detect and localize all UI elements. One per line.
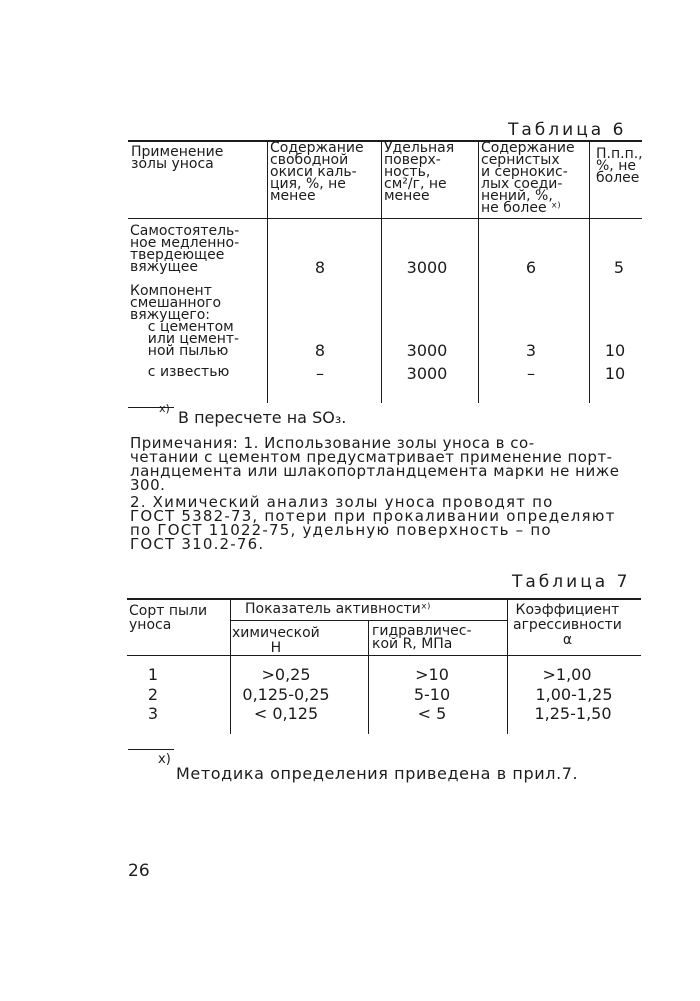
table6-header-loss-on-ignition: П.п.п., %, не более bbox=[596, 146, 643, 186]
table6-cell: – bbox=[316, 364, 324, 383]
table7-footnote: Методика определения приведена в прил.7. bbox=[176, 764, 579, 783]
note-1: Примечания: 1. Использование золы уноса в со- четании с цементом предусматривает применение порт- ландцемента или шлакопортландцемента марки не ниже 300. bbox=[130, 434, 620, 494]
table6-caption: Таблица 6 bbox=[508, 120, 627, 140]
table7-col-divider bbox=[507, 599, 508, 734]
table6-cell: 3000 bbox=[406, 364, 448, 383]
table7-caption: Таблица 7 bbox=[512, 572, 631, 592]
table6-row-label: Самостоятель- ное медленно- твердеющее вяжущее bbox=[130, 223, 240, 275]
table6-cell: 8 bbox=[314, 258, 326, 277]
table6-col-divider bbox=[267, 141, 268, 403]
table6-row-label: Компонент смешанного вяжущего: с цементом или цемент- ной пылью bbox=[130, 283, 240, 359]
table6-row-label: с известью bbox=[130, 364, 230, 380]
table7-cell-chemical: 0,125-0,25 bbox=[242, 685, 330, 704]
table7-cell-hydraulic: >10 bbox=[415, 665, 449, 684]
table7-header-activity: Показатель активностиˣ⁾ bbox=[245, 601, 431, 617]
table6-cell: 8 bbox=[314, 341, 326, 360]
page-number: 26 bbox=[128, 861, 150, 881]
table6-cell: 3000 bbox=[406, 341, 448, 360]
table7-cell-sort: 2 bbox=[147, 685, 159, 704]
table6-col-divider bbox=[478, 141, 479, 403]
table6-cell: 3 bbox=[525, 341, 537, 360]
table6-header-application: Применение золы уноса bbox=[131, 144, 224, 172]
table6-col-divider bbox=[381, 141, 382, 403]
table6-cell: 6 bbox=[525, 258, 537, 277]
table7-footnote-rule bbox=[128, 749, 174, 750]
table6-footnote: В пересчете на SO₃. bbox=[178, 408, 347, 427]
table7-header-chemical: химической Н bbox=[232, 625, 320, 656]
table6-col-divider bbox=[589, 141, 590, 403]
table7-col-divider bbox=[230, 599, 231, 734]
table7-cell-chemical: >0,25 bbox=[261, 665, 311, 684]
table6-cell: 5 bbox=[613, 258, 625, 277]
table6-header-specific-surface: Удельная поверх- ность, см²/г, не менее bbox=[384, 140, 455, 204]
table6-header-sulfur-content: Содержание сернистых и сернокис- лых соеди- нений, %, не более ˣ⁾ bbox=[481, 140, 575, 216]
table7-footnote-mark: x) bbox=[158, 752, 171, 767]
table7-header-rule bbox=[127, 655, 641, 656]
table6-cell: 3000 bbox=[406, 258, 448, 277]
table7-top-rule bbox=[127, 598, 641, 600]
table6-cell: – bbox=[527, 364, 535, 383]
table7-header-hydraulic: гидравличес- кой R, МПа bbox=[372, 623, 472, 652]
table6-header-rule bbox=[128, 218, 642, 219]
table6-header-free-lime: Содержание свободной окиси каль- ция, %, не менее bbox=[270, 140, 364, 204]
table7-cell-sort: 1 bbox=[147, 665, 159, 684]
table7-cell-coefficient: 1,00-1,25 bbox=[535, 685, 613, 704]
table6-cell: 10 bbox=[604, 364, 626, 383]
table7-cell-coefficient: >1,00 bbox=[542, 665, 592, 684]
table7-header-coefficient: Коэффициент агрессивности α bbox=[513, 602, 622, 648]
table7-header-sort: Сорт пыли уноса bbox=[129, 603, 208, 633]
table6-footnote-mark: x) bbox=[159, 402, 170, 415]
table7-cell-coefficient: 1,25-1,50 bbox=[534, 704, 612, 723]
table7-cell-chemical: < 0,125 bbox=[253, 704, 319, 723]
table7-cell-sort: 3 bbox=[147, 704, 159, 723]
note-2: 2. Химический анализ золы уноса проводят по ГОСТ 5382-73, потери при прокаливании определяют по ГОСТ 11022-75, удельную поверхность – по ГОСТ 310.2-76. bbox=[130, 493, 616, 553]
table7-cell-hydraulic: 5-10 bbox=[413, 685, 451, 704]
table7-cell-hydraulic: < 5 bbox=[417, 704, 447, 723]
table7-col-divider bbox=[368, 621, 369, 734]
table6-cell: 10 bbox=[604, 341, 626, 360]
